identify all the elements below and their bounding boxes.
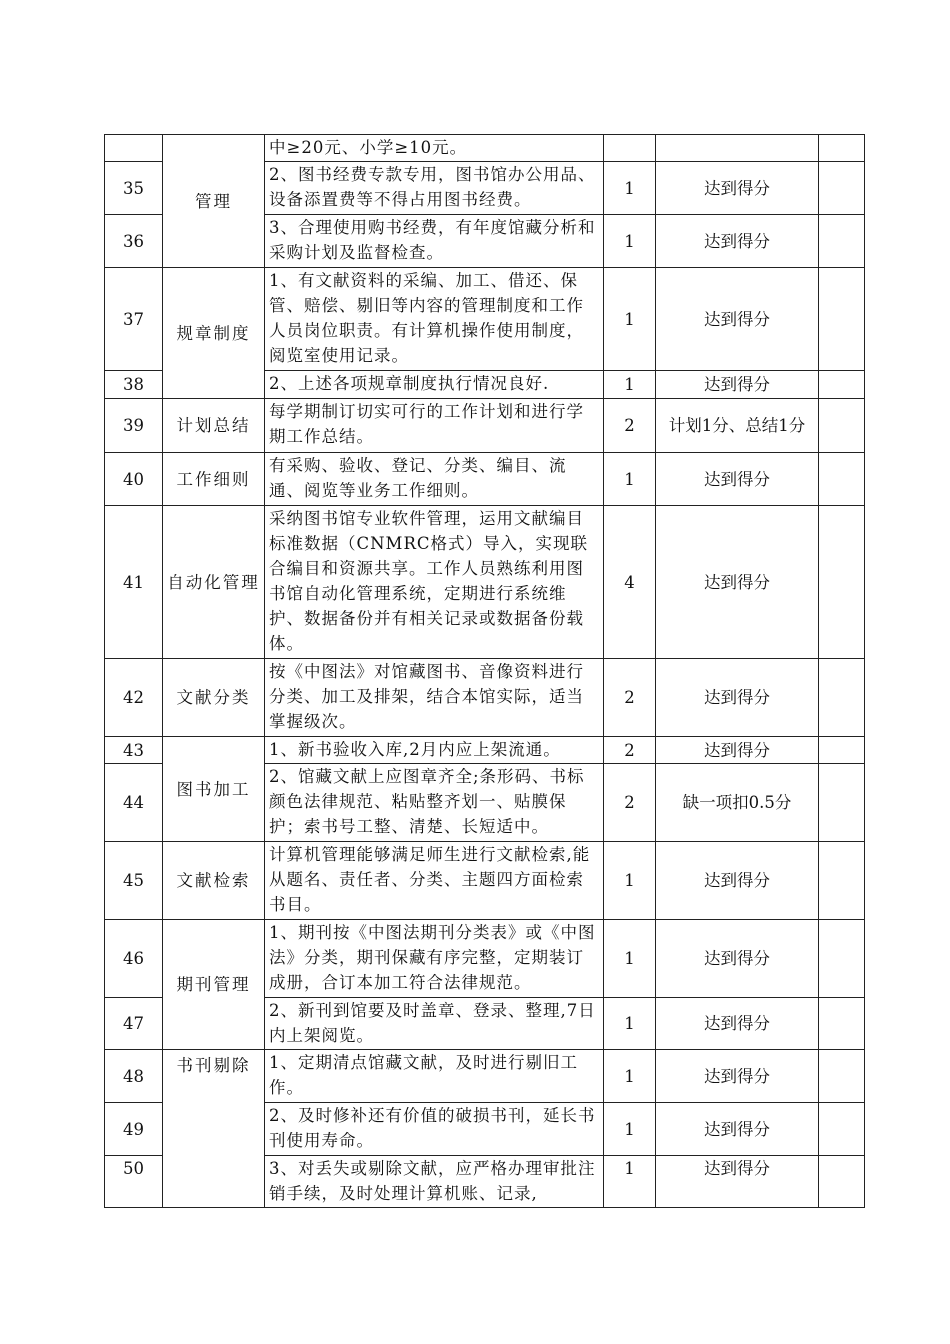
table-row [105, 399, 865, 453]
row-score: 1 [604, 371, 656, 399]
row-score: 1 [604, 162, 656, 215]
row-scoring-method: 达到得分 [656, 920, 819, 998]
row-number: 37 [105, 268, 163, 371]
row-scoring-method: 达到得分 [656, 737, 819, 764]
row-remark [819, 1103, 865, 1156]
row-score [604, 135, 656, 162]
row-number [105, 135, 163, 162]
category-cell: 图书加工 [163, 737, 265, 842]
row-remark [819, 135, 865, 162]
row-remark [819, 162, 865, 215]
row-number: 39 [105, 399, 163, 453]
row-description: 1、定期清点馆藏文献，及时进行剔旧工作。 [265, 1050, 604, 1103]
row-score: 4 [604, 506, 656, 659]
row-score: 1 [604, 842, 656, 920]
row-scoring-method: 达到得分 [656, 1050, 819, 1103]
row-description: 中≥20元、小学≥10元。 [265, 135, 604, 162]
row-description: 有采购、验收、登记、分类、编目、流通、阅览等业务工作细则。 [265, 453, 604, 506]
row-scoring-method: 达到得分 [656, 842, 819, 920]
row-number: 35 [105, 162, 163, 215]
row-score: 1 [604, 920, 656, 998]
row-scoring-method: 达到得分 [656, 162, 819, 215]
row-number: 41 [105, 506, 163, 659]
row-score: 1 [604, 268, 656, 371]
row-remark [819, 268, 865, 371]
row-scoring-method: 达到得分 [656, 659, 819, 737]
row-description: 计算机管理能够满足师生进行文献检索,能从题名、责任者、分类、主题四方面检索书目。 [265, 842, 604, 920]
row-number: 48 [105, 1050, 163, 1103]
row-description: 3、合理使用购书经费，有年度馆藏分析和采购计划及监督检查。 [265, 215, 604, 268]
row-description: 2、及时修补还有价值的破损书刊，延长书刊使用寿命。 [265, 1103, 604, 1156]
row-score: 2 [604, 737, 656, 764]
row-number: 43 [105, 737, 163, 764]
row-remark [819, 842, 865, 920]
table-row [105, 659, 865, 737]
row-score: 1 [604, 1156, 656, 1208]
row-remark [819, 998, 865, 1050]
row-description: 1、有文献资料的采编、加工、借还、保管、赔偿、剔旧等内容的管理制度和工作人员岗位职责。有计算机操作使用制度，阅览室使用记录。 [265, 268, 604, 371]
row-scoring-method: 达到得分 [656, 453, 819, 506]
row-remark [819, 371, 865, 399]
row-remark [819, 659, 865, 737]
row-number: 50 [105, 1156, 163, 1208]
row-description: 3、对丢失或剔除文献，应严格办理审批注销手续，及时处理计算机账、记录, [265, 1156, 604, 1208]
row-number: 42 [105, 659, 163, 737]
row-number: 36 [105, 215, 163, 268]
row-scoring-method [656, 135, 819, 162]
row-score: 1 [604, 998, 656, 1050]
row-number: 47 [105, 998, 163, 1050]
row-description: 1、新书验收入库,2月内应上架流通。 [265, 737, 604, 764]
row-scoring-method: 计划1分、总结1分 [656, 399, 819, 453]
category-cell: 工作细则 [163, 453, 265, 506]
row-description: 2、馆藏文献上应图章齐全;条形码、书标颜色法律规范、粘贴整齐划一、贴膜保护；索书号工整、清楚、长短适中。 [265, 764, 604, 842]
row-number: 46 [105, 920, 163, 998]
category-cell: 文献检索 [163, 842, 265, 920]
table-row [105, 135, 865, 162]
table-row [105, 842, 865, 920]
row-score: 1 [604, 453, 656, 506]
row-remark [819, 506, 865, 659]
category-cell: 期刊管理 [163, 920, 265, 1050]
table-row [105, 453, 865, 506]
row-number: 44 [105, 764, 163, 842]
row-number: 45 [105, 842, 163, 920]
row-description: 按《中图法》对馆藏图书、音像资料进行分类、加工及排架，结合本馆实际，适当掌握级次。 [265, 659, 604, 737]
row-description: 采纳图书馆专业软件管理，运用文献编目标准数据（CNMRC格式）导入，实现联合编目和资源共享。工作人员熟练利用图书馆自动化管理系统，定期进行系统维护、数据备份并有相关记录或数据备份载体。 [265, 506, 604, 659]
table-row [105, 506, 865, 659]
row-description: 1、期刊按《中图法期刊分类表》或《中图法》分类，期刊保藏有序完整，定期装订成册，合订本加工符合法律规范。 [265, 920, 604, 998]
table-row [105, 1050, 865, 1103]
row-scoring-method: 达到得分 [656, 371, 819, 399]
row-scoring-method: 达到得分 [656, 998, 819, 1050]
category-cell: 文献分类 [163, 659, 265, 737]
row-score: 1 [604, 215, 656, 268]
row-remark [819, 737, 865, 764]
row-remark [819, 1156, 865, 1208]
row-remark [819, 764, 865, 842]
evaluation-table [104, 134, 865, 1208]
row-score: 2 [604, 764, 656, 842]
row-number: 49 [105, 1103, 163, 1156]
row-number: 40 [105, 453, 163, 506]
row-remark [819, 453, 865, 506]
row-scoring-method: 达到得分 [656, 268, 819, 371]
row-scoring-method: 达到得分 [656, 215, 819, 268]
table-row [105, 268, 865, 371]
row-scoring-method: 达到得分 [656, 1103, 819, 1156]
row-scoring-method: 缺一项扣0.5分 [656, 764, 819, 842]
row-remark [819, 1050, 865, 1103]
row-score: 1 [604, 1050, 656, 1103]
row-score: 1 [604, 1103, 656, 1156]
table-row [105, 737, 865, 764]
row-score: 2 [604, 399, 656, 453]
row-scoring-method: 达到得分 [656, 506, 819, 659]
category-cell: 规章制度 [163, 268, 265, 399]
table-row [105, 920, 865, 998]
row-remark [819, 215, 865, 268]
row-remark [819, 920, 865, 998]
row-description: 2、新刊到馆要及时盖章、登录、整理,7日内上架阅览。 [265, 998, 604, 1050]
category-cell: 自动化管理 [163, 506, 265, 659]
category-cell: 计划总结 [163, 399, 265, 453]
row-remark [819, 399, 865, 453]
row-description: 2、图书经费专款专用，图书馆办公用品、设备添置费等不得占用图书经费。 [265, 162, 604, 215]
row-score: 2 [604, 659, 656, 737]
row-scoring-method: 达到得分 [656, 1156, 819, 1208]
category-cell: 管理 [163, 135, 265, 268]
row-number: 38 [105, 371, 163, 399]
category-cell: 书刊剔除 [163, 1050, 265, 1208]
row-description: 每学期制订切实可行的工作计划和进行学期工作总结。 [265, 399, 604, 453]
row-description: 2、上述各项规章制度执行情况良好. [265, 371, 604, 399]
